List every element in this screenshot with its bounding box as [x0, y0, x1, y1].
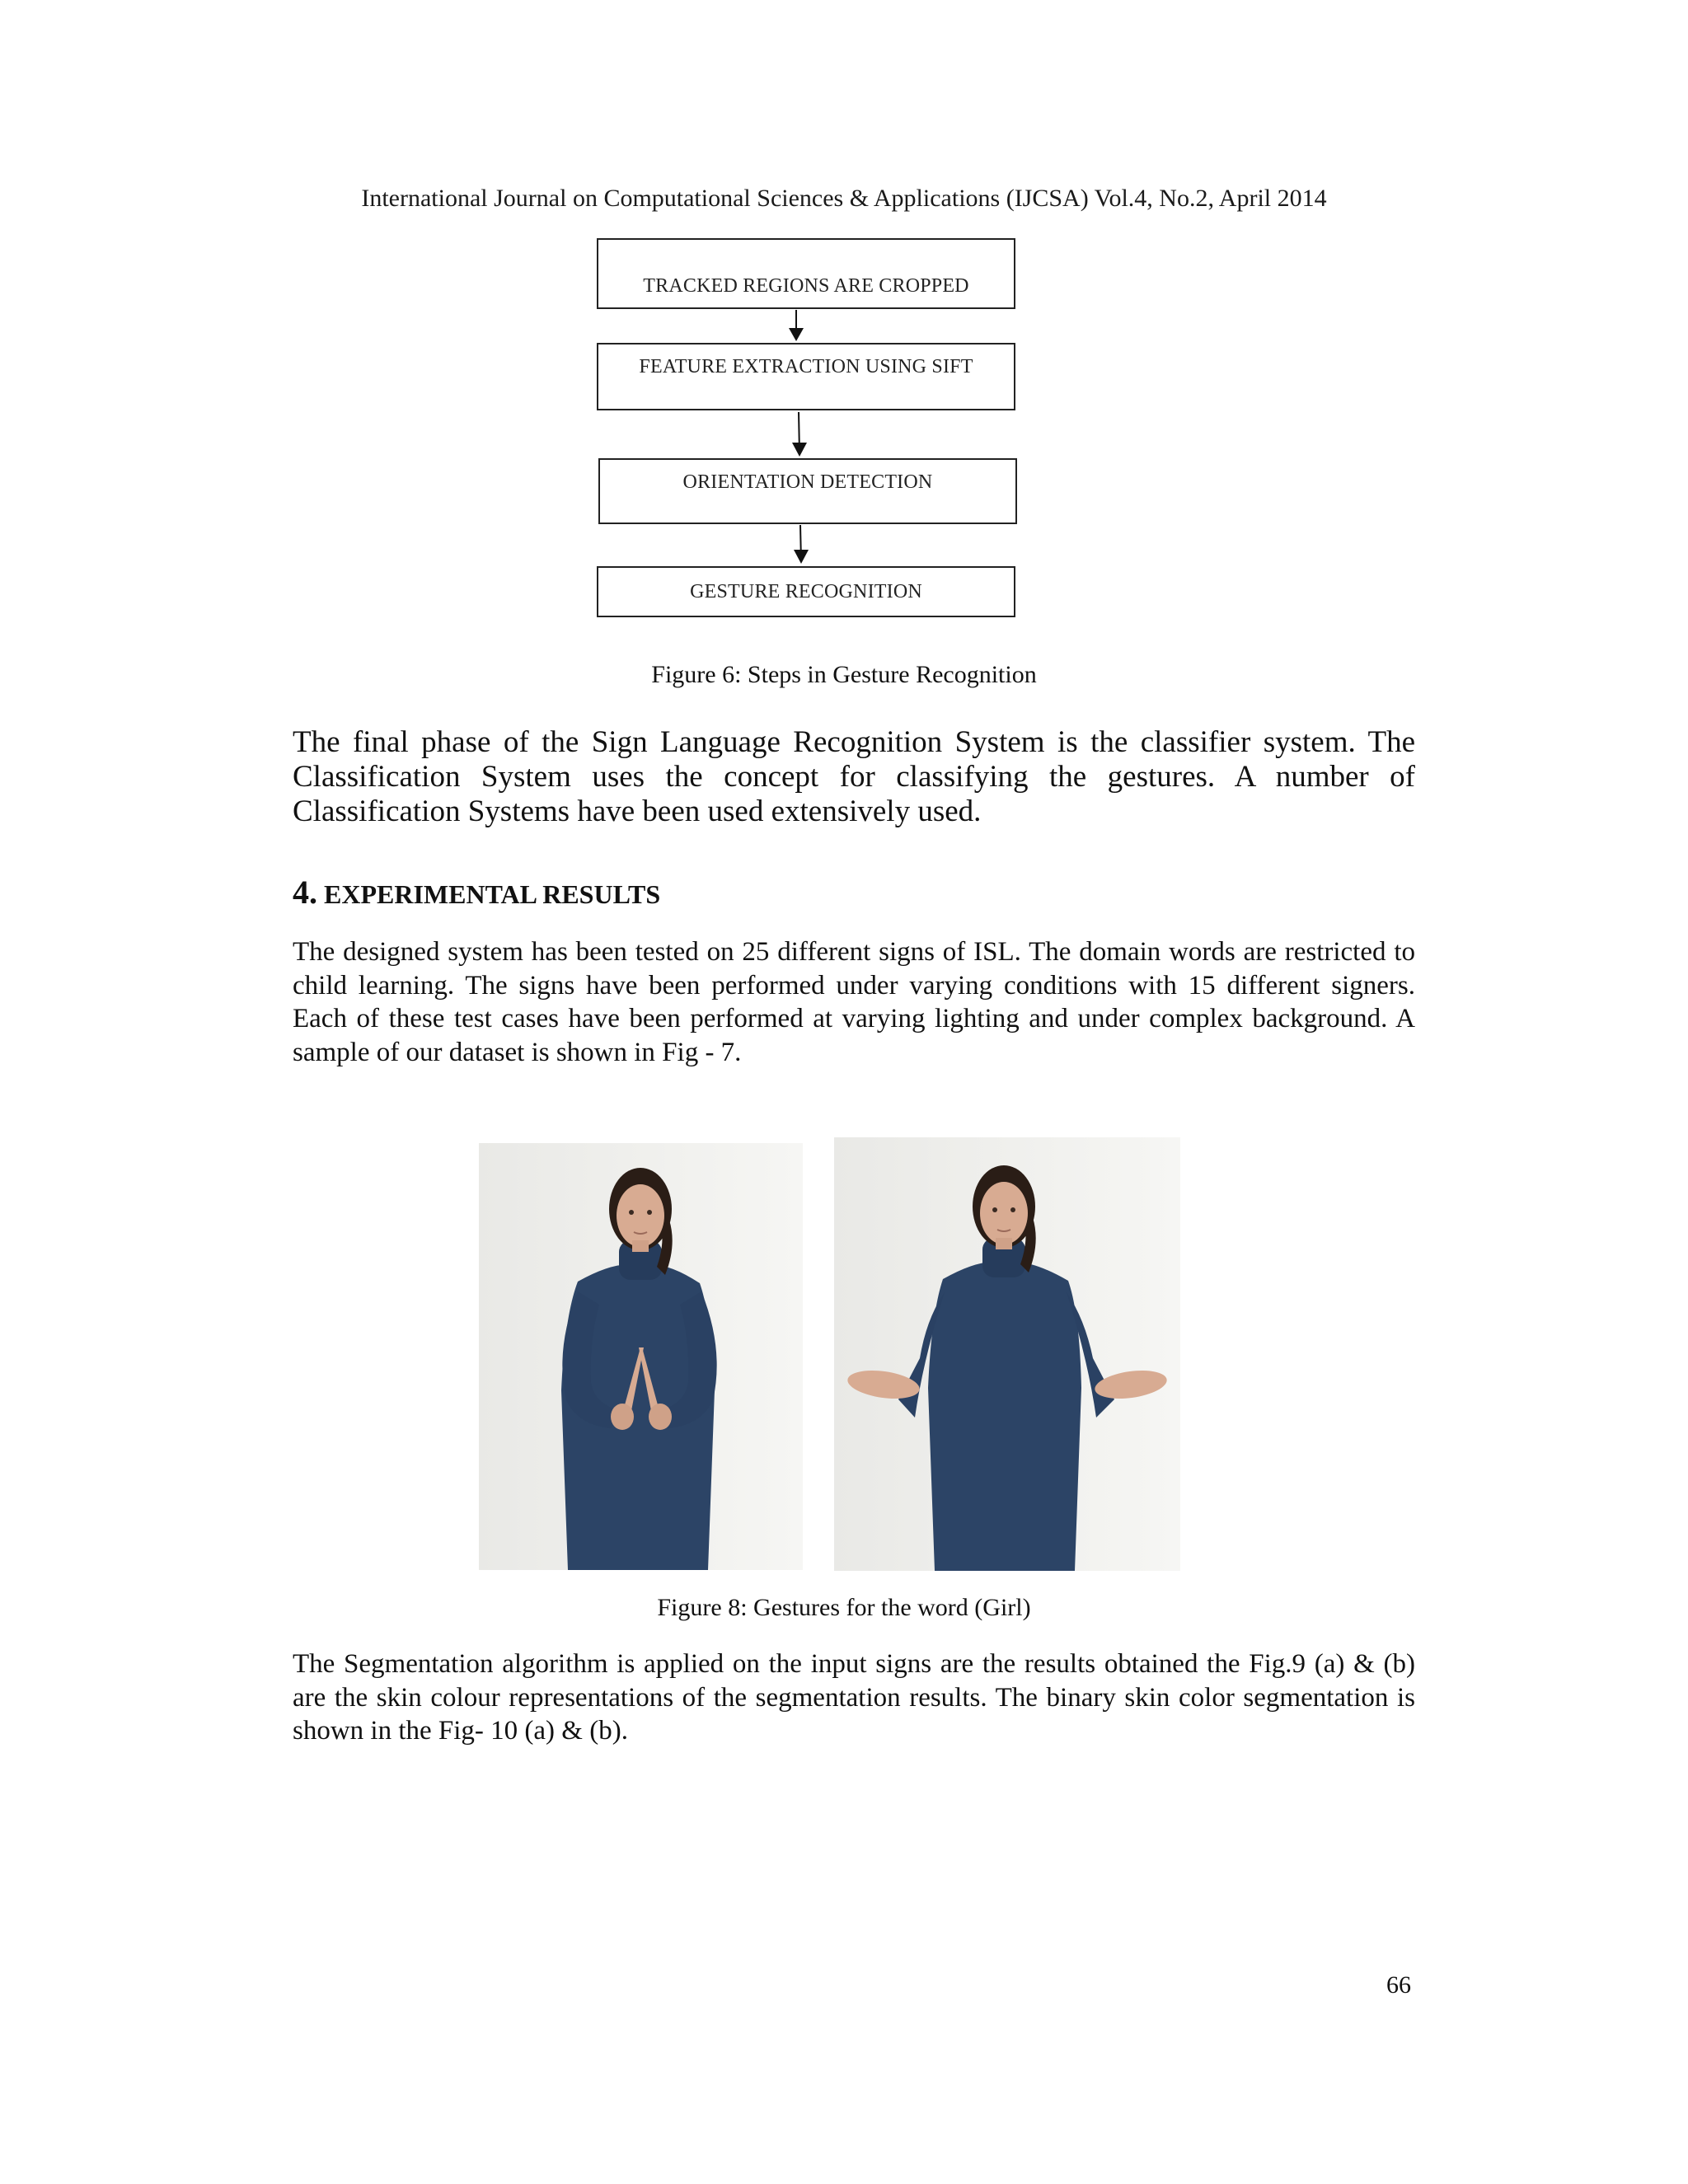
section-title: EXPERIMENTAL RESULTS: [324, 879, 661, 909]
flow-arrow-3-head: [794, 550, 809, 564]
section-heading: [293, 874, 660, 913]
paragraph-segmentation: The Segmentation algorithm is applied on the input signs are the results obtained the Fig.9 (a) & (b) are the skin colour representations of the segmentation results. The binary skin color segmentation is shown in the Fig- 10 (a) & (b).: [293, 1649, 1415, 1746]
flow-step-recognition-label: GESTURE RECOGNITION: [690, 580, 922, 602]
flow-arrows: [0, 0, 1688, 659]
paragraph-classifier: The final phase of the Sign Language Recognition System is the classifier system. The Classification System uses the concept for classifying the gestures. A number of Classification Systems have been used extensively used.: [293, 725, 1415, 828]
figure-8-caption: Figure 8: Gestures for the word (Girl): [657, 1594, 1031, 1621]
figure-6-caption: Figure 6: Steps in Gesture Recognition: [651, 661, 1037, 688]
flow-arrow-2-head: [792, 443, 807, 457]
flow-arrow-1-head: [789, 328, 804, 341]
gesture-photo-right: [834, 1137, 1180, 1571]
running-header: International Journal on Computational Sciences & Applications (IJCSA) Vol.4, No.2, April 2014: [361, 185, 1327, 212]
page-number: 66: [1386, 1971, 1411, 1999]
flow-step-sift-label: FEATURE EXTRACTION USING SIFT: [639, 356, 973, 377]
flow-step-crop-label: TRACKED REGIONS ARE CROPPED: [643, 275, 969, 297]
flow-step-orientation-label: ORIENTATION DETECTION: [682, 471, 933, 493]
gesture-photo-left: [479, 1143, 803, 1570]
section-number: 4.: [293, 874, 317, 911]
paragraph-experimental: The designed system has been tested on 25 different signs of ISL. The domain words are restricted to child learning. The signs have been performed under varying conditions with 15 different signers. Each of these test cases have been performed at varying lighting and under complex background. A sample of our dataset is shown in Fig - 7.: [293, 937, 1415, 1067]
